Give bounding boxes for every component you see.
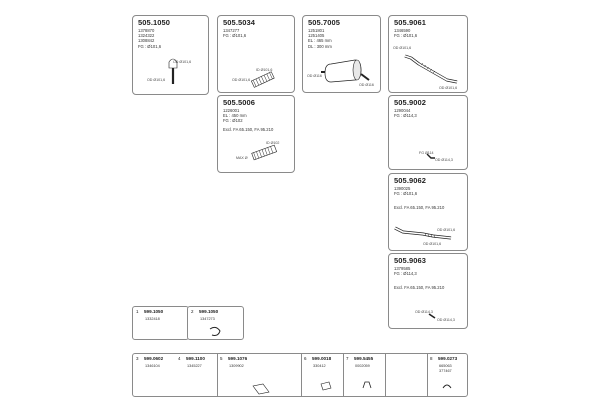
dimension-label: OD Ø101,6 [423,242,442,246]
dimension-label: FG Ø114 [419,151,434,155]
clamp-icon [427,354,469,398]
fitment-note: Excl. FA 65.150, FA 95.210 [223,127,274,132]
gasket-icon [301,354,343,398]
accessory-number: 599.5455 [354,356,374,361]
accessory-card-6[interactable] [301,354,343,398]
accessory-index: 2 [191,309,194,314]
bracket-icon [217,354,301,398]
dimension-label: OD Ø101,6 [393,46,412,50]
exhaust-pipe-drawing [389,174,469,252]
accessory-index: 1 [136,309,139,314]
accessory-number: 599.1050 [144,309,164,314]
tailpipe-drawing [133,16,210,96]
part-card-505-5006[interactable] [217,95,295,173]
accessory-index: 3 [136,356,139,361]
part-number: 505.9061 [394,18,427,27]
dimension-label: ID Ø101,6 [256,68,273,72]
part-card-505-5034[interactable] [217,15,295,93]
accessory-index: 7 [346,356,349,361]
accessory-oem: 1332418 [145,317,160,321]
dimension-label: OD Ø114,3 [435,158,453,162]
accessory-strip [132,353,468,397]
accessory-card-1[interactable] [132,306,189,340]
accessory-index: 5 [220,356,223,361]
part-number: 505.9002 [394,98,427,107]
accessory-card-7[interactable] [343,354,385,398]
part-specs: 1226001 EL : 450 mm FG : Ø102 [223,108,247,124]
part-card-505-9062[interactable] [388,173,468,251]
pipe-drawing [389,96,469,171]
accessory-oem: 1309902 [229,364,244,368]
part-number: 505.5006 [223,98,256,107]
part-specs: 1378870 1324322 1308842 FG : Ø101,6 [138,28,162,49]
dimension-label: OD Ø114,3 [415,310,433,314]
dimension-label: OD Ø101,6 [439,86,458,90]
flex-pipe-drawing [218,96,296,174]
part-number: 505.9063 [394,256,427,265]
accessory-oem: 330412 [313,364,326,368]
dimension-label: OD Ø116 [307,74,322,78]
part-card-505-1050[interactable] [132,15,209,95]
dimension-label: ID Ø102 [266,141,280,145]
accessory-oem: 0002059 [355,364,370,368]
accessory-number: 599.0018 [312,356,332,361]
accessory-number: 599.1050 [199,309,219,314]
accessory-oem: 1347273 [200,317,215,321]
part-card-505-9002[interactable] [388,95,468,170]
flex-pipe-drawing [218,16,296,94]
accessory-card-3[interactable] [133,354,175,398]
part-number: 505.5034 [223,18,256,27]
accessory-card-8[interactable] [427,354,469,398]
part-card-505-9063[interactable] [388,253,468,329]
fitment-note: Excl. FA 65.150, FA 95.210 [394,205,445,210]
dimension-label: OD Ø116 [359,83,374,87]
exhaust-pipe-drawing [389,16,469,94]
accessory-oem: 1345227 [187,364,202,368]
dimension-label: OD Ø101,6 [437,228,456,232]
accessory-index: 4 [178,356,181,361]
part-specs: 1290044 FG : Ø114,3 [394,108,417,119]
part-specs: 1390025 FG : Ø101,6 [394,186,418,197]
part-number: 505.9062 [394,176,427,185]
dimension-label: OD Ø101,6 [173,60,192,64]
part-card-505-9061[interactable] [388,15,468,93]
fitment-note: Excl. FA 65.150, FA 95.210 [394,285,445,290]
part-specs: 1347277 FG : Ø101,6 [223,28,247,39]
part-card-505-7005[interactable] [302,15,381,93]
part-number: 505.7005 [308,18,341,27]
part-specs: 1251801 1251405 EL : 465 mm DL : 300 mm [308,28,332,49]
accessory-number: 599.1076 [228,356,248,361]
accessory-oem: 1346104 [145,364,160,368]
accessory-oem: 665063 377467 [439,364,452,373]
accessory-card-5[interactable] [217,354,301,398]
dimension-label: OD Ø101,6 [232,78,251,82]
dimension-label: OD Ø101,6 [147,78,166,82]
accessory-card-4[interactable] [175,354,217,398]
accessory-index: 6 [304,356,307,361]
accessory-number: 599.0273 [438,356,458,361]
clamp-icon [343,354,385,398]
part-specs: 1379585 FG : Ø114,3 [394,266,417,277]
accessory-index: 8 [430,356,433,361]
part-number: 505.1050 [138,18,171,27]
accessory-number: 599.1100 [186,356,205,361]
dimension-label: OD Ø114,3 [437,318,455,322]
accessory-card-2[interactable] [187,306,244,340]
clamp-icon [188,307,245,341]
accessory-number: 599.0602 [144,356,164,361]
dimension-label: MAX Ø [236,156,248,160]
pipe-drawing [389,254,469,330]
part-specs: 1346590 FG : Ø101,6 [394,28,418,39]
